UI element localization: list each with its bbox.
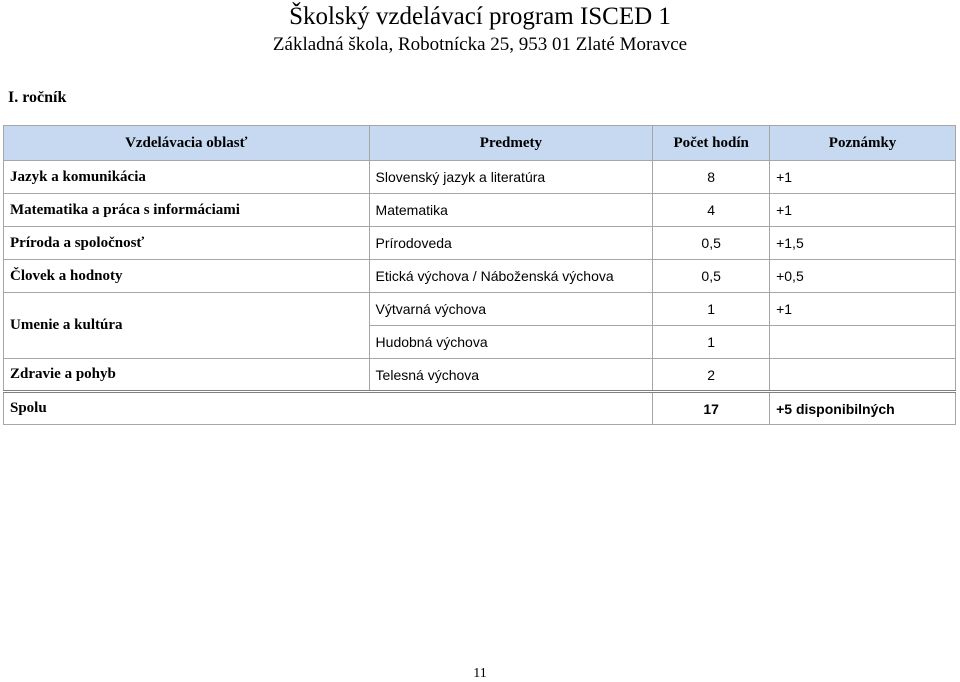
area-cell: Jazyk a komunikácia [4,161,370,194]
hours-cell: 2 [653,359,770,392]
header-subjects: Predmety [369,126,653,161]
table-header-row [4,126,956,161]
table-row [4,194,956,227]
school-address: Základná škola, Robotnícka 25, 953 01 Zlaté Moravce [272,34,688,55]
area-cell: Príroda a spoločnosť [4,227,370,260]
page-number: 11 [473,666,487,681]
table-row [4,359,956,392]
subject-cell: Prírodoveda [369,227,653,260]
area-cell: Matematika a práca s informáciami [4,194,370,227]
hours-cell: 0,5 [653,260,770,293]
table-row [4,227,956,260]
subject-cell: Telesná výchova [369,359,653,392]
subject-cell: Výtvarná výchova [369,293,653,326]
table-row [4,161,956,194]
total-notes: +5 disponibilných [770,392,956,425]
table-row [4,293,956,326]
notes-cell: +1 [770,194,956,227]
hours-cell: 1 [653,326,770,359]
header-hours: Počet hodín [653,126,770,161]
hours-cell: 4 [653,194,770,227]
notes-cell: +1,5 [770,227,956,260]
header-notes: Poznámky [770,126,956,161]
curriculum-table [3,125,956,425]
subject-cell: Matematika [369,194,653,227]
header-area: Vzdelávacia oblasť [4,126,370,161]
total-hours: 17 [653,392,770,425]
area-cell: Človek a hodnoty [4,260,370,293]
document-title: Školský vzdelávací program ISCED 1 [289,3,671,30]
subject-cell: Hudobná výchova [369,326,653,359]
hours-cell: 8 [653,161,770,194]
total-row [4,392,956,425]
total-label: Spolu [4,392,653,425]
notes-cell [770,359,956,392]
notes-cell [770,326,956,359]
table-row [4,260,956,293]
hours-cell: 0,5 [653,227,770,260]
notes-cell: +1 [770,293,956,326]
notes-cell: +1 [770,161,956,194]
grade-heading: I. ročník [8,89,67,106]
subject-cell: Etická výchova / Náboženská výchova [369,260,653,293]
hours-cell: 1 [653,293,770,326]
notes-cell: +0,5 [770,260,956,293]
area-cell: Umenie a kultúra [4,293,370,359]
area-cell: Zdravie a pohyb [4,359,370,392]
subject-cell: Slovenský jazyk a literatúra [369,161,653,194]
